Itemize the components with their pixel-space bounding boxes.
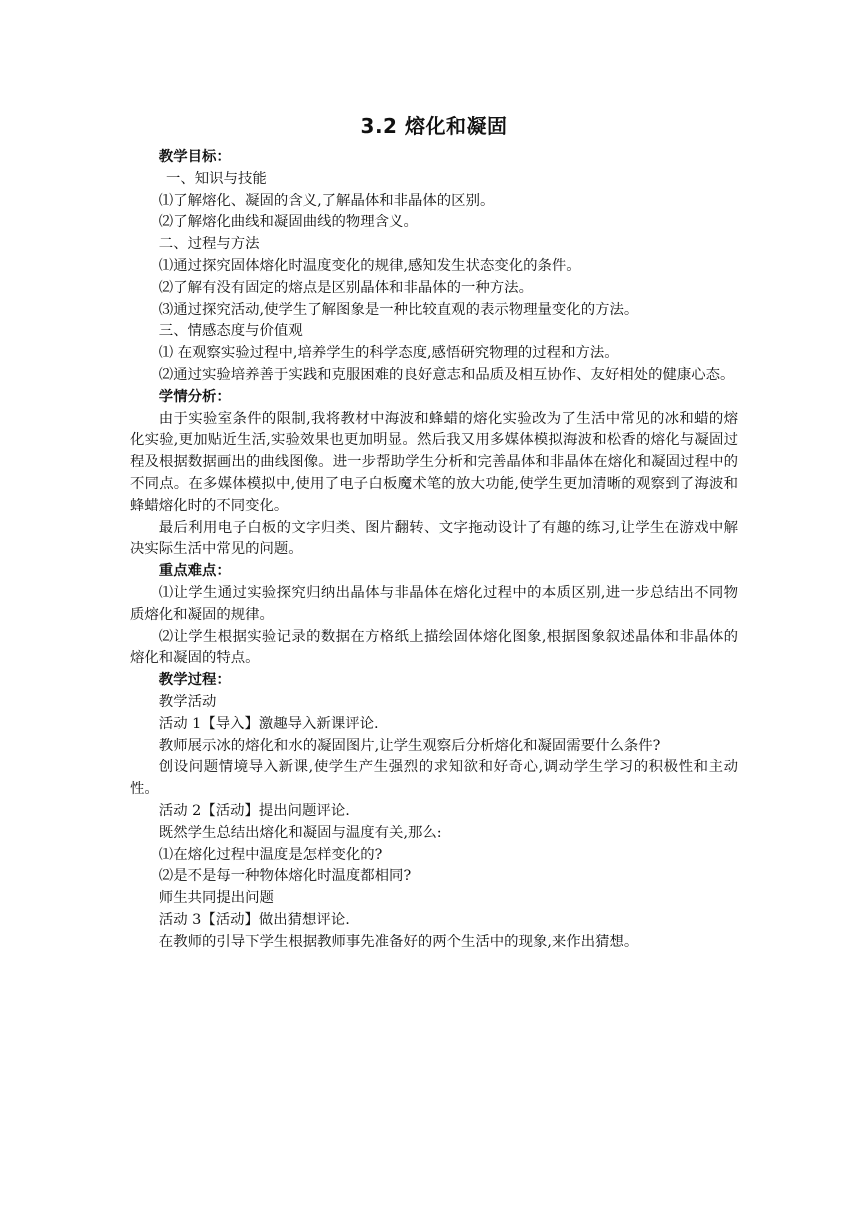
section-heading: 教学过程： [158,672,231,689]
document-body [130,147,738,953]
paragraph: 由于实验室条件的限制,我将教材中海波和蜂蜡的熔化实验改为了生活中常见的冰和蜡的熔化实验,更加贴近生活,实验效果也更加明显。然后我又用多媒体模拟海波和松香的熔化与凝固过程及根据数据画出的曲线图像。进一步帮助学生分析和完善晶体和非晶体在熔化和凝固过程中的不同点。在多媒体模拟中,使用了电子白板魔术笔的放大功能,使学生更加清晰的观察到了海波和蜂蜡熔化时的不同变化。 [130,410,738,514]
paragraph: 一、知识与技能 [166,170,267,187]
paragraph: 二、过程与方法 [158,236,260,253]
paragraph: 创设问题情境导入新课,使学生产生强烈的求知欲和好奇心,调动学生学习的积极性和主动性。 [130,759,738,798]
paragraph: ⑴了解熔化、凝固的含义,了解晶体和非晶体的区别。 [158,192,495,209]
section-heading: 重点难点： [158,563,231,580]
paragraph: 三、情感态度与价值观 [158,323,303,340]
paragraph: ⑴让学生通过实验探究归纳出晶体与非晶体在熔化过程中的本质区别,进一步总结出不同物质熔化和凝固的规律。 [130,584,738,623]
paragraph: ⑴通过探究固体熔化时温度变化的规律,感知发生状态变化的条件。 [158,257,581,274]
paragraph: 活动 1【导入】激趣导入新课评论. [158,715,379,732]
paragraph: ⑴ 在观察实验过程中,培养学生的科学态度,感悟研究物理的过程和方法。 [158,345,619,362]
paragraph: 教学活动 [158,693,217,710]
document-page [130,110,738,953]
paragraph: 师生共同提出问题 [158,890,274,907]
paragraph: 教师展示冰的熔化和水的凝固图片,让学生观察后分析熔化和凝固需要什么条件? [158,737,661,754]
section-heading: 学情分析： [158,388,231,405]
paragraph: 在教师的引导下学生根据教师事先准备好的两个生活中的现象,来作出猜想。 [158,933,639,950]
page-title: 3.2 熔化和凝固 [360,114,508,138]
paragraph: ⑵让学生根据实验记录的数据在方格纸上描绘固体熔化图象,根据图象叙述晶体和非晶体的熔化和凝固的特点。 [130,628,738,667]
paragraph: 活动 3【活动】做出猜想评论. [158,911,350,928]
paragraph: ⑵了解熔化曲线和凝固曲线的物理含义。 [158,214,418,231]
paragraph: 活动 2【活动】提出问题评论. [158,802,350,819]
paragraph: ⑵通过实验培养善于实践和克服困难的良好意志和品质及相互协作、友好相处的健康心态。 [158,366,735,383]
paragraph: 既然学生总结出熔化和凝固与温度有关,那么: [158,824,442,841]
paragraph: ⑴在熔化过程中温度是怎样变化的? [158,846,383,863]
paragraph: ⑵了解有没有固定的熔点是区别晶体和非晶体的一种方法。 [158,279,533,296]
paragraph: ⑵是不是每一种物体熔化时温度都相同? [158,868,412,885]
paragraph: 最后利用电子白板的文字归类、图片翻转、文字拖动设计了有趣的练习,让学生在游戏中解决实际生活中常见的问题。 [130,519,738,558]
section-heading: 教学目标： [158,149,231,165]
paragraph: ⑶通过探究活动,使学生了解图象是一种比较直观的表示物理量变化的方法。 [158,301,639,318]
